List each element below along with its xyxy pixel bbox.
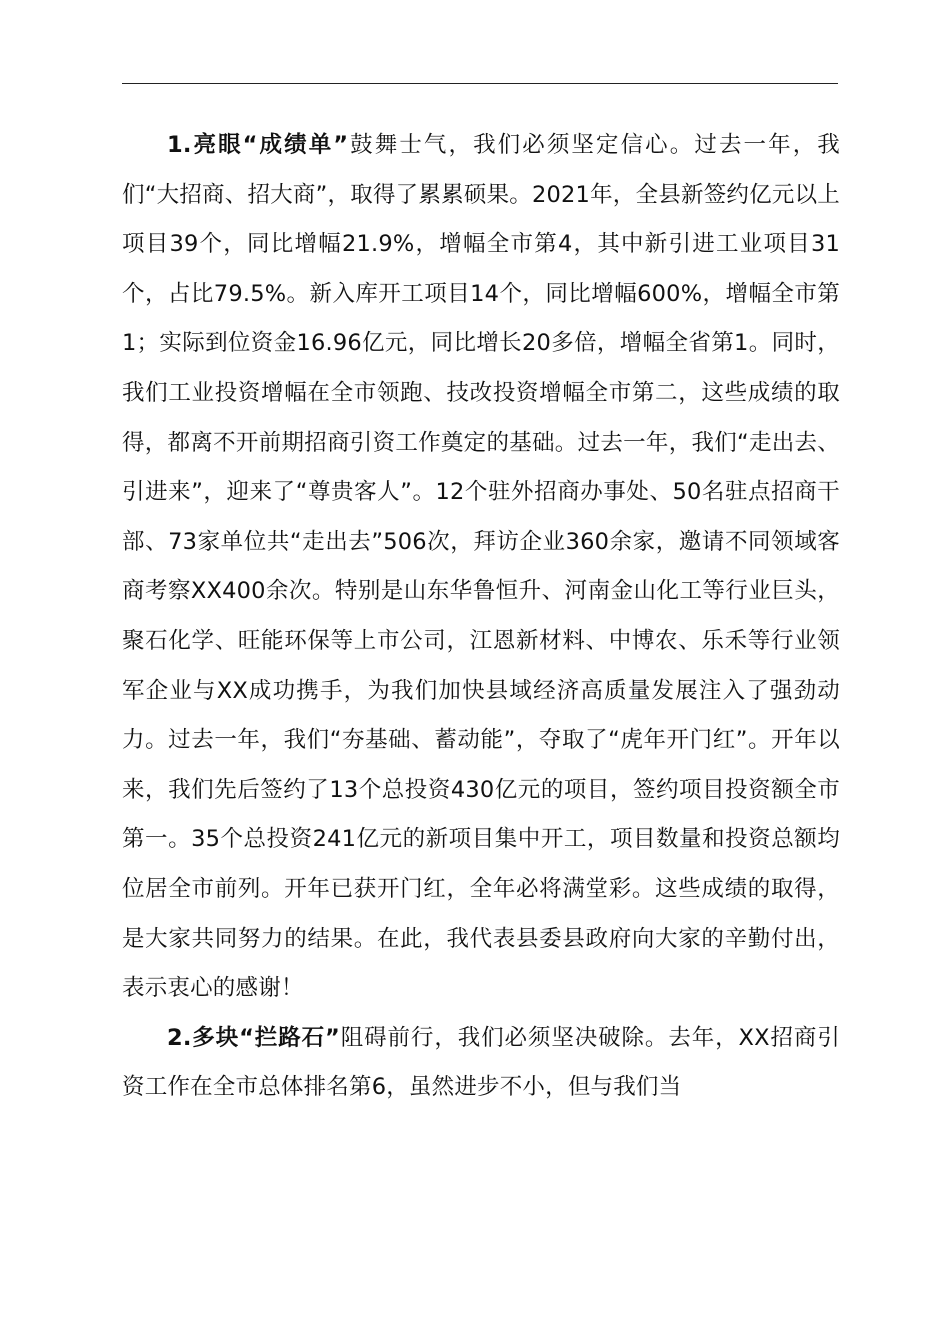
document-body xyxy=(122,121,840,1113)
paragraph-1 xyxy=(122,121,840,1014)
paragraph-1-lead: 1.亮眼“成绩单” xyxy=(167,132,349,158)
paragraph-2 xyxy=(122,1014,840,1113)
paragraph-2-text: 阻碍前行，我们必须坚决破除。去年，XX招商引资工作在全市总体排名第6，虽然进步不小，但与我们当 xyxy=(122,1024,840,1101)
paragraph-2-lead: 2.多块“拦路石” xyxy=(167,1024,340,1051)
header-divider xyxy=(122,83,838,84)
paragraph-1-text: 鼓舞士气，我们必须坚定信心。过去一年，我们“大招商、招大商”，取得了累累硕果。2021年，全县新签约亿元以上项目39个，同比增幅21.9%，增幅全市第4，其中新引进工业项目31个，占比79.5%。新入库开工项目14个，同比增幅600%，增幅全市第1；实际到位资金16.96亿元，同比增长20多倍，增幅全省第1。同时，我们工业投资增幅在全市领跑、技改投资增幅全市第二，这些成绩的取得，都离不开前期招商引资工作奠定的基础。过去一年，我们“走出去、引进来”，迎来了“尊贵客人”。12个驻外招商办事处、50名驻点招商干部、73家单位共“走出去”506次，拜访企业360余家，邀请不同领域客商考察XX400余次。特别是山东华鲁恒升、河南金山化工等行业巨头，聚石化学、旺能环保等上市公司，江恩新材料、中博农、乐禾等行业领军企业与XX成功携手，为我们加快县域经济高质量发展注入了强劲动力。过去一年，我们“夯基础、蓄动能”，夺取了“虎年开门红”。开年以来，我们先后签约了13个总投资430亿元的项目，签约项目投资额全市第一。35个总投资241亿元的新项目集中开工，项目数量和投资总额均位居全市前列。开年已获开门红，全年必将满堂彩。这些成绩的取得，是大家共同努力的结果。在此，我代表县委县政府向大家的辛勤付出，表示衷心的感谢！ xyxy=(122,132,840,1002)
